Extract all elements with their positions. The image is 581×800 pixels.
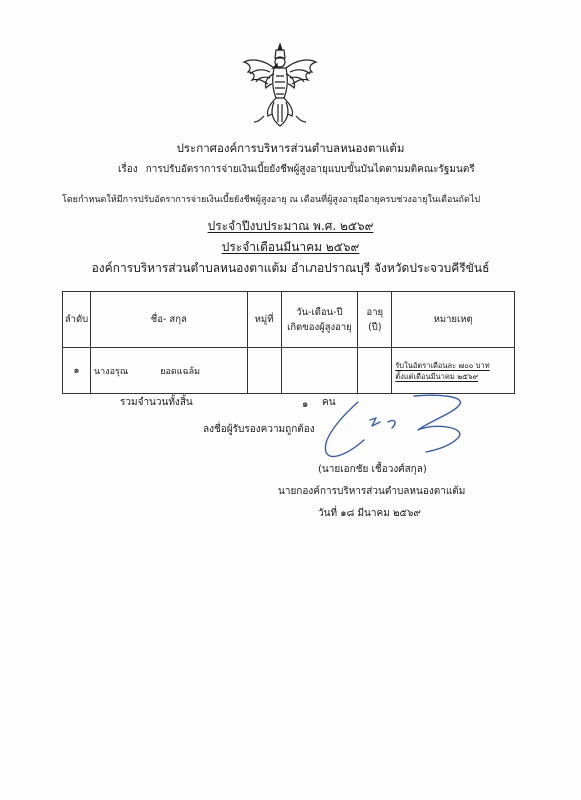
cell-moo [247, 348, 281, 394]
signing-date: วันที่ ๑๘ มีนาคม ๒๕๖๙ [318, 508, 421, 519]
col-header-age [358, 292, 392, 348]
col-header-dob-line1: วัน-เดือน-ปี [296, 306, 343, 318]
signer-position: นายกองค์การบริหารส่วนตำบลหนองตาแต้ม [278, 486, 466, 497]
total-label: รวมจำนวนทั้งสิ้น [120, 397, 193, 408]
table-row [63, 348, 515, 394]
table-header-row [63, 292, 515, 348]
organization-heading: องค์การบริหารส่วนตำบลหนองตาแต้ม อำเภอปราณบุรี จังหวัดประจวบคีรีขันธ์ [91, 261, 490, 275]
total-unit: คน [322, 397, 336, 408]
cell-age [358, 348, 392, 394]
col-header-note: หมายเหตุ [392, 292, 515, 348]
intro-text: โดยกำหนดให้มีการปรับอัตราการจ่ายเงินเบี้ยยังชีพผู้สูงอายุ ณ เดือนที่ผู้สูงอายุมีอายุครบช่วงอายุในเดือนถัดไป [62, 195, 481, 205]
fiscal-year-text: ประจำปีงบประมาณ พ.ศ. ๒๕๖๙ [207, 219, 374, 233]
signer-name: (นายเอกชัย เชื้อวงศ์สกุล) [318, 464, 427, 475]
col-header-moo: หมู่ที่ [247, 292, 281, 348]
col-header-name: ชื่อ- สกุล [90, 292, 247, 348]
month-text: ประจำเดือนมีนาคม ๒๕๖๙ [221, 240, 360, 254]
announcement-title: ประกาศองค์การบริหารส่วนตำบลหนองตาแต้ม [176, 141, 405, 155]
fiscal-year-heading [0, 219, 581, 233]
month-heading [0, 240, 581, 254]
elderly-allowance-table [62, 291, 515, 394]
subject-text: การปรับอัตราการจ่ายเงินเบี้ยยังชีพผู้สูงอายุแบบขั้นบันไดตามมติคณะรัฐมนตรี [145, 164, 475, 175]
cell-no: ๑ [63, 348, 91, 394]
total-count: ๑ [302, 399, 309, 410]
cell-first-name: นางอรุณ [93, 366, 129, 377]
garuda-emblem-icon [240, 42, 320, 128]
col-header-age-line2: (ปี) [368, 321, 382, 333]
col-header-dob-line2: เกิดของผู้สูงอายุ [287, 321, 352, 333]
cell-name [90, 348, 247, 394]
cell-dob [281, 348, 358, 394]
col-header-dob [281, 292, 358, 348]
subject-line [118, 163, 475, 177]
col-header-age-line1: อายุ [366, 306, 384, 318]
certify-label: ลงชื่อผู้รับรองความถูกต้อง [203, 424, 315, 435]
handwritten-signature-icon [318, 392, 476, 472]
col-header-no: ลำดับ [63, 292, 91, 348]
cell-last-name: ยอดแฉล้ม [160, 366, 201, 377]
cell-note-line1: รับในอัตราเดือนละ ๗๐๐ บาท [395, 360, 490, 370]
subject-label: เรื่อง [118, 164, 138, 175]
cell-note-line2: ตั้งแต่เดือนมีนาคม ๒๕๖๙ [395, 371, 479, 381]
cell-note [392, 348, 515, 394]
